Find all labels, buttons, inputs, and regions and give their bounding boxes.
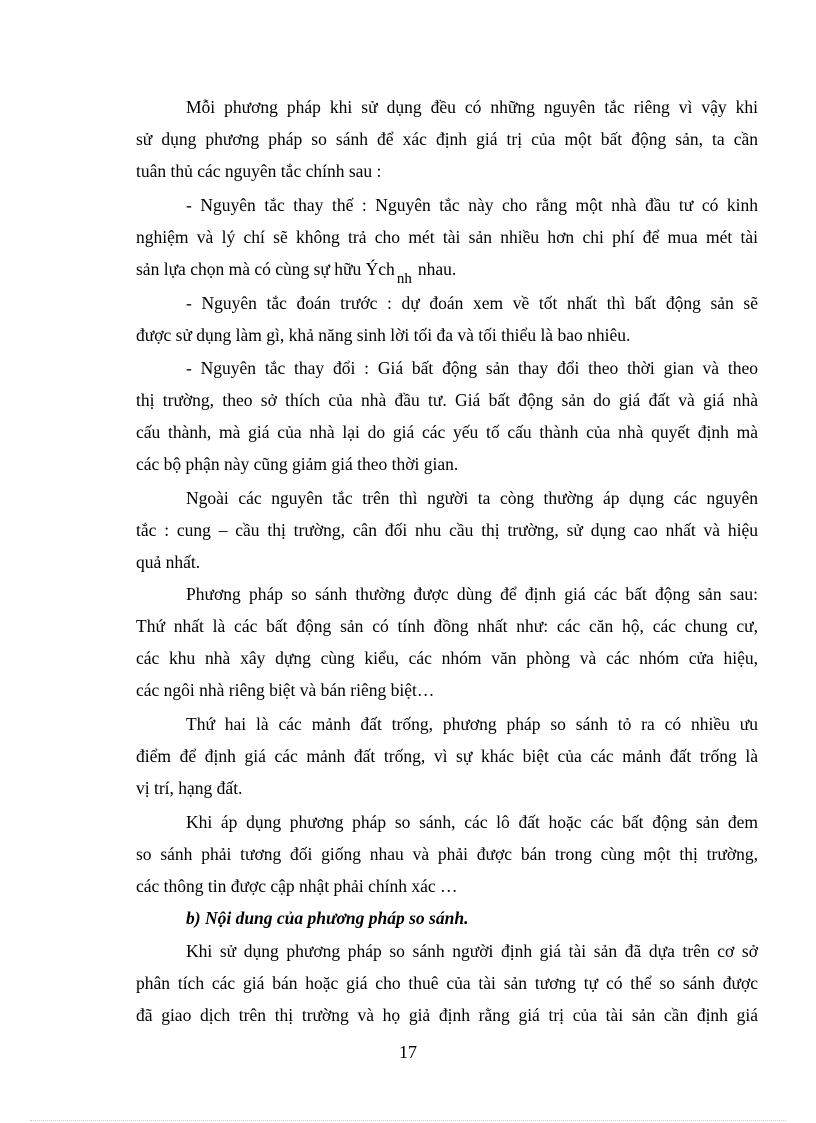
paragraph-line: các khu nhà xây dựng cùng kiểu, các nhóm văn phòng và các nhóm cửa hiệu, xyxy=(136,648,758,668)
section-heading: b) Nội dung của phương pháp so sánh. xyxy=(186,908,469,928)
paragraph-line: Khi áp dụng phương pháp so sánh, các lô đất hoặc các bất động sản đem xyxy=(186,812,758,832)
paragraph-line: tuân thủ các nguyên tắc chính sau : xyxy=(136,161,382,181)
paragraph-line: Ngoài các nguyên tắc trên thì người ta còng thường áp dụng các nguyên xyxy=(186,488,758,508)
paragraph-line: quả nhất. xyxy=(136,552,201,572)
paragraph-line: đã giao dịch trên thị trường và họ giả định rằng giá trị của tài sản cần định giá xyxy=(136,1005,758,1025)
paragraph-line: Phương pháp so sánh thường được dùng để định giá các bất động sản sau: xyxy=(186,584,758,604)
paragraph-line: Thứ nhất là các bất động sản có tính đồng nhất như: các căn hộ, các chung cư, xyxy=(136,616,758,636)
paragraph-line: - Nguyên tắc thay đổi : Giá bất động sản thay đổi theo thời gian và theo xyxy=(186,358,758,378)
paragraph-line-with-subscript xyxy=(136,258,758,287)
paragraph-line: phân tích các giá bán hoặc giá cho thuê của tài sản tương tự có thể so sánh được xyxy=(136,973,758,993)
paragraph-line: tắc : cung – cầu thị trường, cân đối nhu cầu thị trường, sử dụng cao nhất và hiệu xyxy=(136,520,758,540)
paragraph-line: cấu thành, mà giá của nhà lại do giá các yếu tố cấu thành của nhà quyết định mà xyxy=(136,422,758,442)
paragraph-line: vị trí, hạng đất. xyxy=(136,778,243,798)
page-bottom-divider xyxy=(30,1120,786,1121)
paragraph-line: thị trường, theo sở thích của nhà đầu tư. Giá bất động sản do giá đất và giá nhà xyxy=(136,390,758,410)
paragraph-line: được sử dụng làm gì, khả năng sinh lời tối đa và tối thiểu là bao nhiêu. xyxy=(136,325,631,345)
paragraph-line: các ngôi nhà riêng biệt và bán riêng biệt… xyxy=(136,680,435,700)
paragraph-line: các thông tin được cập nhật phải chính xác … xyxy=(136,876,458,896)
line-text-tail: nhau. xyxy=(417,259,457,279)
paragraph-line: Khi sử dụng phương pháp so sánh người định giá tài sản đã dựa trên cơ sở xyxy=(186,941,758,961)
paragraph-line: điểm để định giá các mảnh đất trống, vì sự khác biệt của các mảnh đất trống là xyxy=(136,746,758,766)
paragraph-line: các bộ phận này cũng giảm giá theo thời gian. xyxy=(136,454,459,474)
paragraph-line: Mỗi phương pháp khi sử dụng đều có những nguyên tắc riêng vì vậy khi xyxy=(186,97,758,117)
paragraph-line: - Nguyên tắc đoán trước : dự đoán xem về tốt nhất thì bất động sản sẽ xyxy=(186,293,758,313)
paragraph-line: nghiệm và lý chí sẽ không trả cho mét tài sản nhiều hơn chi phí để mua mét tài xyxy=(136,227,758,247)
paragraph-line: sử dụng phương pháp so sánh để xác định giá trị của một bất động sản, ta cần xyxy=(136,129,758,149)
paragraph-line: Thứ hai là các mảnh đất trống, phương pháp so sánh tỏ ra có nhiều ưu xyxy=(186,714,758,734)
page-number: 17 xyxy=(399,1042,417,1062)
line-text: sản lựa chọn mà có cùng sự hữu Ých xyxy=(136,259,395,279)
paragraph-line: so sánh phải tương đối giống nhau và phải được bán trong cùng một thị trường, xyxy=(136,844,758,864)
paragraph-line: - Nguyên tắc thay thế : Nguyên tắc này cho rằng một nhà đầu tư có kinh xyxy=(186,195,758,215)
subscript-text: nh xyxy=(396,271,412,287)
